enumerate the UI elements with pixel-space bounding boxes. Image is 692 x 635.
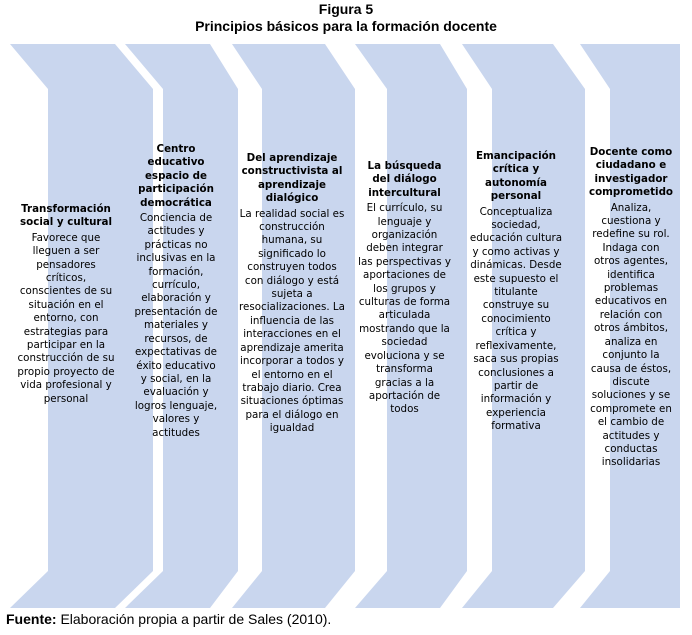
step-6-heading: Docente como ciudadano e investigador comprometido: [588, 146, 674, 199]
step-2-heading: Centro educativo espacio de participación democrática: [138, 143, 214, 209]
step-1-body: Favorece que lleguen a ser pensadores críticos, conscientes de su situación en el entorno, con estrategias para participar en la construcción de su propio proyecto de vida profesional y personal: [17, 231, 115, 405]
source-note: [6, 611, 331, 627]
step-3-heading: Del aprendizaje constructivista al aprendizaje dialógico: [241, 152, 343, 205]
figure-number: Figura 5: [318, 1, 374, 17]
step-1-heading: Transformación social y cultural: [20, 203, 112, 229]
source-text: Elaboración propia a partir de Sales (2010).: [56, 611, 332, 627]
step-6-body: Analiza, cuestiona y redefine su rol. Indaga con otros agentes, identifica problemas educativos en relación con otros ámbitos, analiza en conjunto la causa de éstos, discute soluciones y se compromete en el cambio de actitudes y conductas insolidarias: [590, 201, 672, 469]
step-6: [588, 146, 674, 470]
step-4-body: El currículo, su lenguaje y organización deben integrar las perspectivas y aportaciones de los grupos y culturas de forma articulada mostrando que la sociedad evoluciona y se transforma gracias a la aportación de todos: [358, 202, 451, 416]
step-2-body: Conciencia de actitudes y prácticas no inclusivas en la formación, currículo, elaboración y presentación de materiales y recursos, de expectativas de éxito educativo y social, en la evaluación y logros lenguaje, valores y actitudes: [134, 212, 218, 439]
step-3: [239, 152, 345, 436]
step-5-heading: Emancipación crítica y autonomía personal: [475, 150, 557, 203]
step-3-body: La realidad social es construcción humana, su significado lo construyen todos con diálogo y está sujeta a resocializaciones. La influencia de las interacciones en el aprendizaje amerita incorporar a todos y el entorno en el trabajo diario. Crea situaciones óptimas para el diálogo en igualdad: [239, 207, 345, 435]
step-5: [468, 150, 564, 434]
source-label: Fuente:: [6, 611, 57, 627]
step-2: [133, 143, 219, 440]
figure-title: Principios básicos para la formación docente: [195, 18, 497, 34]
step-4-heading: La búsqueda del diálogo intercultural: [367, 160, 442, 199]
step-1: [16, 203, 116, 406]
step-5-body: Conceptualiza sociedad, educación cultura y como activas y dinámicas. Desde este supuesto el titulante construye su conocimiento crítica y reflexivamente, saca sus propias conclusiones a partir de información y experiencia formativa: [469, 205, 563, 433]
step-4: [358, 160, 451, 417]
